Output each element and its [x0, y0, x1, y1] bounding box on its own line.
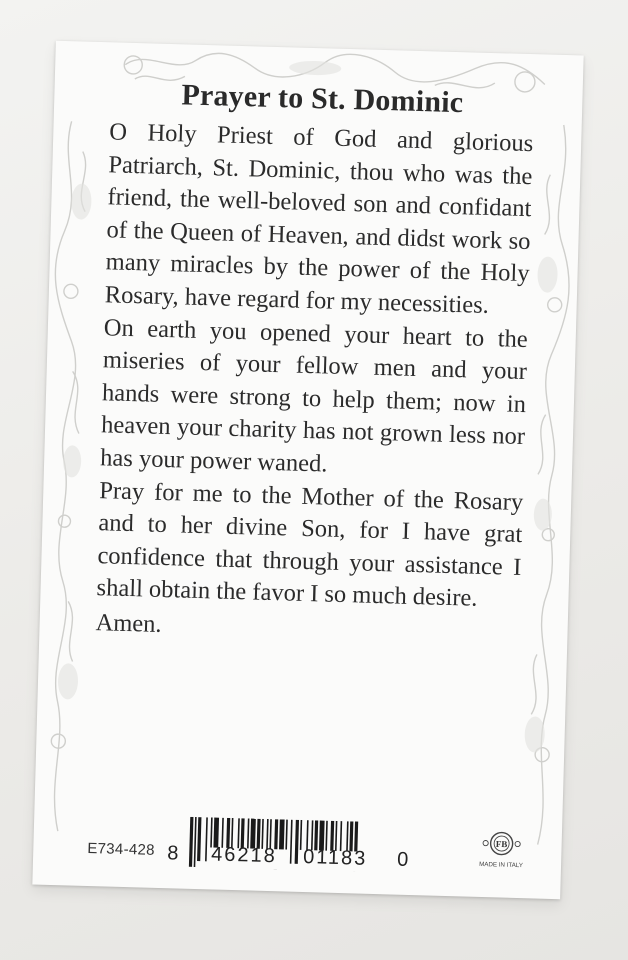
logo-made-in-italy: MADE IN ITALY [479, 860, 524, 870]
publisher-logo [473, 829, 530, 875]
barcode-check-digit: 0 [396, 848, 409, 871]
barcode-bar [290, 820, 293, 864]
publisher-emblem-icon [473, 829, 530, 875]
item-code: E734-428 [87, 839, 156, 859]
prayer-paragraph-1: O Holy Priest of God and glorious Patriarch, St. Dominic, thou who was the friend, the well-beloved son and confidant of the Queen of Heaven, and didst work so many miracles by the power of the Holy Rosary, have regard for my necessities. [104, 118, 534, 319]
logo-letters: FB [495, 838, 508, 850]
prayer-card [32, 41, 583, 899]
prayer-paragraph-2: On earth you opened your heart to the miseries of your fellow men and your hands were strong to help them; now in heaven your charity has not grown less nor has your power waned. [99, 313, 529, 478]
upc-barcode [166, 817, 414, 873]
barcode-left-group: 46218 [210, 843, 278, 868]
card-footer [87, 814, 528, 876]
barcode-bar [295, 820, 299, 864]
barcode-bar [194, 817, 197, 867]
barcode-first-digit: 8 [166, 842, 179, 865]
barcode-bar [189, 817, 194, 867]
prayer-closing: Amen. [95, 609, 163, 638]
prayer-content [95, 76, 535, 651]
prayer-text [96, 116, 533, 617]
prayer-title: Prayer to St. Dominic [180, 78, 464, 120]
prayer-paragraph-3: Pray for me to the Mother of the Rosary and to her divine Son, for I have grat confidence that through your assistance I shall obtain the favor I so much desire. [96, 476, 524, 613]
barcode-bar [197, 817, 201, 861]
barcode-right-group: 01183 [302, 846, 368, 870]
